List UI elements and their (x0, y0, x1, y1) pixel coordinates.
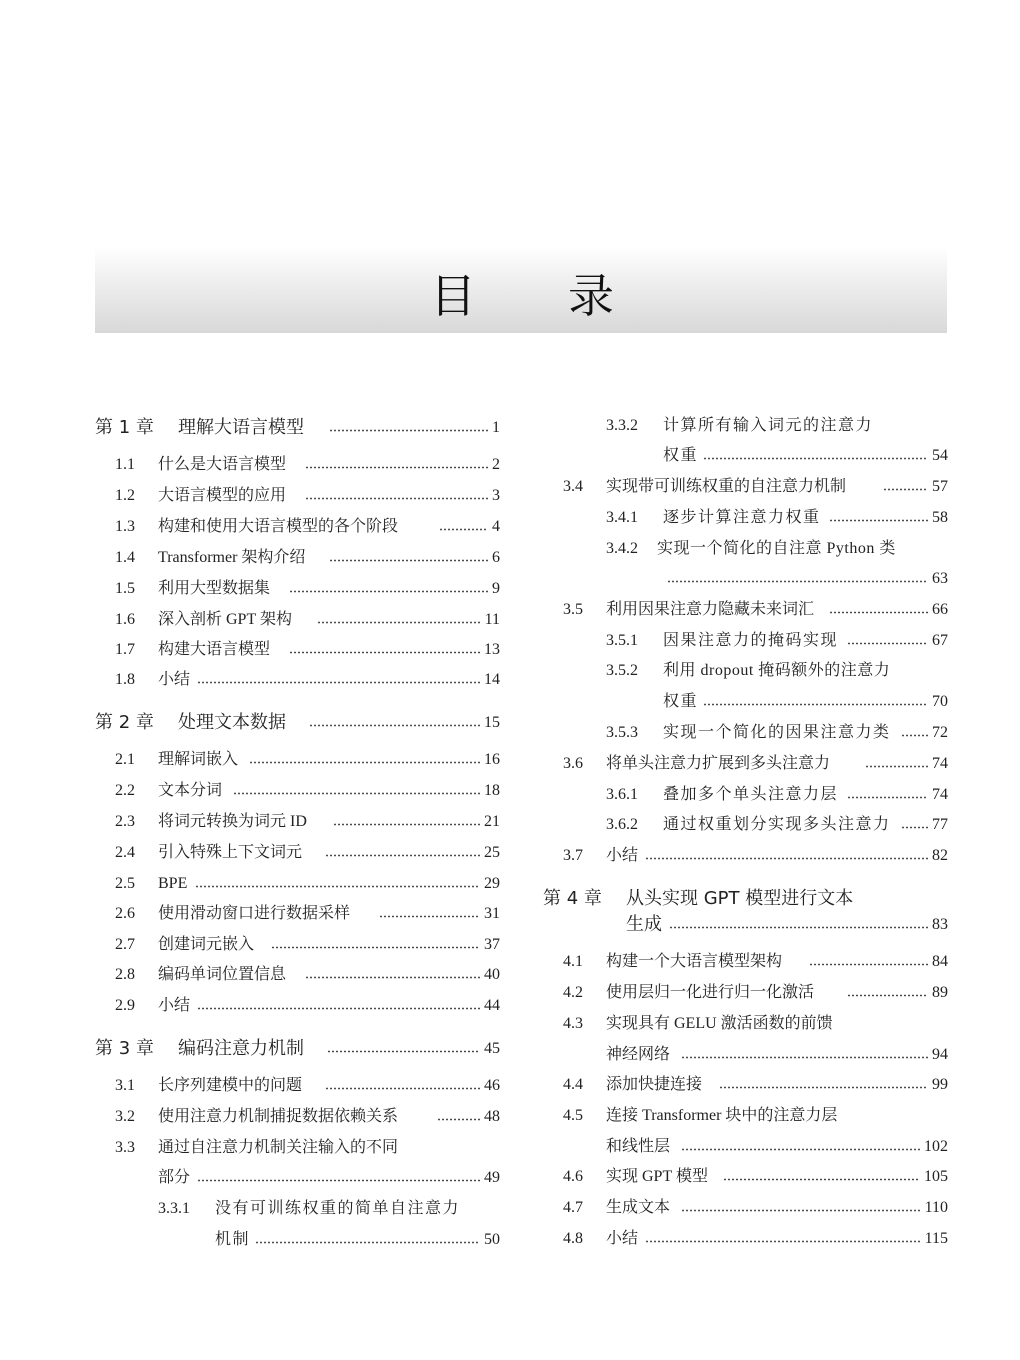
section-title: 引入特殊上下文词元 (158, 844, 303, 861)
leader-dots (439, 513, 488, 531)
section-number: 1.3 (115, 518, 135, 535)
page-number: 2 (492, 456, 500, 473)
section-title-cont: 和线性层 (606, 1138, 671, 1155)
section-title: 文本分词 (158, 782, 223, 799)
leader-dots (305, 482, 488, 500)
page-number: 16 (484, 751, 500, 768)
toc-section-3-1[interactable] (95, 1070, 500, 1101)
page-number: 72 (932, 724, 948, 741)
section-title: 构建大语言模型 (158, 641, 271, 658)
leader-dots (847, 979, 928, 997)
toc-chapter-1[interactable] (95, 412, 500, 443)
page-number: 58 (932, 509, 948, 526)
section-number: 3.2 (115, 1108, 135, 1125)
section-number: 3.6 (563, 755, 583, 772)
toc-section-3-6-2[interactable] (543, 809, 948, 840)
page-number: 57 (932, 478, 948, 495)
section-title: 没有可训练权重的简单自注意力 (215, 1200, 461, 1217)
section-number: 3.6.1 (606, 786, 638, 803)
section-title: 构建和使用大语言模型的各个阶段 (158, 518, 399, 535)
section-title: 叠加多个单头注意力层 (663, 786, 839, 803)
toc-section-3-3[interactable] (95, 1132, 500, 1163)
leader-dots (305, 451, 488, 469)
page-number: 13 (484, 641, 500, 658)
section-title: 理解词嵌入 (158, 751, 239, 768)
chapter-number: 第 4 章 (543, 888, 602, 909)
chapter-number: 第 1 章 (95, 417, 154, 438)
section-number: 3.6.2 (606, 816, 638, 833)
page-number: 21 (484, 813, 500, 830)
toc-section-4-6[interactable] (543, 1161, 948, 1192)
leader-dots (333, 808, 480, 826)
leader-dots (325, 839, 480, 857)
section-number: 1.5 (115, 580, 135, 597)
leader-dots (329, 544, 488, 562)
toc-section-2-2[interactable] (95, 775, 500, 806)
leader-dots (847, 627, 928, 645)
toc-section-3-4-1[interactable] (543, 502, 948, 533)
toc-section-3-4[interactable] (543, 471, 948, 502)
leader-dots (883, 473, 928, 491)
toc-section-4-1[interactable] (543, 946, 948, 977)
toc-section-4-5[interactable] (543, 1100, 948, 1131)
leader-dots (317, 606, 481, 624)
section-title: 实现带可训练权重的自注意力机制 (606, 478, 847, 495)
toc-section-2-8[interactable] (95, 959, 500, 990)
toc-section-1-8[interactable] (95, 664, 500, 695)
page-number: 15 (484, 714, 500, 731)
leader-dots (645, 1225, 921, 1243)
leader-dots (723, 1163, 920, 1181)
section-number: 3.5 (563, 601, 583, 618)
section-title: 使用滑动窗口进行数据采样 (158, 905, 351, 922)
section-title: 深入剖析 GPT 架构 (158, 611, 292, 628)
leader-dots (719, 1071, 928, 1089)
section-number: 3.4 (563, 478, 583, 495)
leader-dots (197, 1164, 480, 1182)
toc-section-2-3[interactable] (95, 806, 500, 837)
leader-dots (289, 636, 480, 654)
toc-section-3-2[interactable] (95, 1101, 500, 1132)
page-number: 6 (492, 549, 500, 566)
section-title: 长序列建模中的问题 (158, 1077, 303, 1094)
section-title: 小结 (158, 997, 191, 1014)
toc-chapter-4-cont[interactable] (543, 909, 948, 940)
section-title: 利用大型数据集 (158, 580, 271, 597)
page-number: 29 (484, 875, 500, 892)
toc-section-4-5-cont[interactable] (543, 1131, 948, 1162)
section-number: 4.8 (563, 1230, 583, 1247)
leader-dots (645, 842, 928, 860)
section-number: 1.1 (115, 456, 135, 473)
leader-dots (195, 870, 480, 888)
section-number: 3.5.1 (606, 632, 638, 649)
toc-section-3-3-1-cont[interactable] (95, 1224, 500, 1255)
leader-dots (249, 746, 480, 764)
toc-section-2-7[interactable] (95, 929, 500, 960)
section-number: 2.3 (115, 813, 135, 830)
section-number: 4.1 (563, 953, 583, 970)
page-number: 74 (932, 786, 948, 803)
page-number: 14 (484, 671, 500, 688)
section-title: Transformer 架构介绍 (158, 549, 306, 566)
page-title-char-2: 录 (568, 269, 614, 323)
leader-dots (681, 1194, 921, 1212)
page-number: 46 (484, 1077, 500, 1094)
toc-section-3-7[interactable] (543, 840, 948, 871)
page-number: 1 (492, 419, 500, 436)
section-title: 小结 (606, 1230, 639, 1247)
section-title: 添加快捷连接 (606, 1076, 703, 1093)
page-number: 94 (932, 1046, 948, 1063)
section-title: 创建词元嵌入 (158, 936, 255, 953)
page-number: 83 (932, 916, 948, 933)
page-number: 9 (492, 580, 500, 597)
page-number: 50 (484, 1231, 500, 1248)
chapter-title: 处理文本数据 (178, 712, 286, 733)
chapter-number: 第 2 章 (95, 712, 154, 733)
section-title: BPE (158, 875, 188, 892)
toc-section-3-3-2-cont[interactable] (543, 440, 948, 471)
section-title-cont: 机制 (215, 1231, 251, 1248)
toc-section-3-5-2-cont[interactable] (543, 686, 948, 717)
page-number: 70 (932, 693, 948, 710)
page-number: 40 (484, 966, 500, 983)
section-number: 2.9 (115, 997, 135, 1014)
page-number: 4 (492, 518, 500, 535)
toc-section-1-3[interactable] (95, 511, 500, 542)
leader-dots (255, 1226, 480, 1244)
leader-dots (847, 781, 928, 799)
page-number: 110 (924, 1199, 948, 1216)
toc-section-3-5-3[interactable] (543, 717, 948, 748)
section-number: 3.7 (563, 847, 583, 864)
leader-dots (669, 911, 928, 929)
section-title: 通过自注意力机制关注输入的不同 (158, 1139, 399, 1156)
page-number: 49 (484, 1169, 500, 1186)
leader-dots (325, 1072, 480, 1090)
section-title: 因果注意力的掩码实现 (663, 632, 839, 649)
section-number: 2.5 (115, 875, 135, 892)
page-number: 37 (484, 936, 500, 953)
leader-dots (305, 961, 480, 979)
section-title: 构建一个大语言模型架构 (606, 953, 783, 970)
page-number: 44 (484, 997, 500, 1014)
toc-section-1-2[interactable] (95, 480, 500, 511)
section-title: 使用层归一化进行归一化激活 (606, 984, 815, 1001)
leader-dots (901, 811, 928, 829)
section-number: 2.1 (115, 751, 135, 768)
leader-dots (901, 719, 928, 737)
section-number: 2.8 (115, 966, 135, 983)
section-title: 编码单词位置信息 (158, 966, 287, 983)
chapter-title: 理解大语言模型 (178, 417, 304, 438)
toc-section-3-4-2[interactable] (543, 533, 948, 564)
leader-dots (329, 414, 488, 432)
section-title-cont: 神经网络 (606, 1046, 671, 1063)
toc-section-3-5[interactable] (543, 594, 948, 625)
toc-section-4-4[interactable] (543, 1069, 948, 1100)
section-number: 3.3 (115, 1139, 135, 1156)
leader-dots (829, 596, 928, 614)
section-title-cont: 部分 (158, 1169, 191, 1186)
toc-section-3-4-2-cont[interactable] (543, 563, 948, 594)
section-number: 1.7 (115, 641, 135, 658)
page-number: 84 (932, 953, 948, 970)
page-number: 31 (484, 905, 500, 922)
toc-section-2-9[interactable] (95, 990, 500, 1021)
section-title: 实现 GPT 模型 (606, 1168, 708, 1185)
page-number: 102 (924, 1138, 948, 1155)
page-number: 82 (932, 847, 948, 864)
page-number: 115 (924, 1230, 948, 1247)
section-title: 什么是大语言模型 (158, 456, 287, 473)
leader-dots (327, 1035, 480, 1053)
toc-chapter-3[interactable] (95, 1033, 500, 1064)
section-number: 2.6 (115, 905, 135, 922)
section-number: 1.6 (115, 611, 135, 628)
page-number: 3 (492, 487, 500, 504)
section-number: 1.2 (115, 487, 135, 504)
section-title: 通过权重划分实现多头注意力 (663, 816, 891, 833)
toc-section-4-3[interactable] (543, 1008, 948, 1039)
page-number: 67 (932, 632, 948, 649)
toc-section-3-5-2[interactable] (543, 655, 948, 686)
page-number: 105 (924, 1168, 948, 1185)
page-number: 54 (932, 447, 948, 464)
toc-section-3-6-1[interactable] (543, 779, 948, 810)
toc-section-4-7[interactable] (543, 1192, 948, 1223)
section-title: 实现一个简化的因果注意力类 (663, 724, 891, 741)
title-band (95, 246, 947, 333)
section-title: 利用 dropout 掩码额外的注意力 (663, 662, 891, 679)
leader-dots (681, 1133, 920, 1151)
page-number: 77 (932, 816, 948, 833)
toc-section-3-5-1[interactable] (543, 625, 948, 656)
page-number: 18 (484, 782, 500, 799)
page-number: 48 (484, 1108, 500, 1125)
section-number: 4.4 (563, 1076, 583, 1093)
toc-section-3-3-cont[interactable] (95, 1162, 500, 1193)
section-title: 逐步计算注意力权重 (663, 509, 821, 526)
toc-section-1-7[interactable] (95, 634, 500, 665)
toc-section-1-4[interactable] (95, 542, 500, 573)
section-number: 4.3 (563, 1015, 583, 1032)
leader-dots (829, 504, 928, 522)
toc-section-1-1[interactable] (95, 449, 500, 480)
leader-dots (703, 442, 928, 460)
section-number: 3.4.2 (606, 540, 638, 557)
toc-section-2-1[interactable] (95, 744, 500, 775)
toc-section-1-5[interactable] (95, 573, 500, 604)
toc-section-2-6[interactable] (95, 898, 500, 929)
section-title: 计算所有输入词元的注意力 (663, 417, 874, 434)
section-number: 2.4 (115, 844, 135, 861)
toc-section-2-5[interactable] (95, 868, 500, 899)
section-title: 将单头注意力扩展到多头注意力 (606, 755, 831, 772)
section-number: 3.3.1 (158, 1200, 190, 1217)
section-title: 小结 (606, 847, 639, 864)
page-title-char-1: 目 (430, 269, 476, 323)
toc-section-4-8[interactable] (543, 1223, 948, 1254)
leader-dots (289, 575, 488, 593)
section-number: 3.5.3 (606, 724, 638, 741)
page-number: 25 (484, 844, 500, 861)
toc-section-3-3-1[interactable] (95, 1193, 500, 1224)
section-number: 3.5.2 (606, 662, 638, 679)
toc-section-3-6[interactable] (543, 748, 948, 779)
toc-section-1-6[interactable] (95, 604, 500, 635)
section-title-cont: 权重 (663, 693, 699, 710)
section-title: 使用注意力机制捕捉数据依赖关系 (158, 1108, 399, 1125)
leader-dots (865, 750, 928, 768)
page-number: 11 (484, 611, 500, 628)
toc-section-3-3-2[interactable] (543, 410, 948, 441)
section-title: 小结 (158, 671, 191, 688)
toc-chapter-2[interactable] (95, 707, 500, 738)
section-number: 4.6 (563, 1168, 583, 1185)
page-number: 45 (484, 1040, 500, 1057)
section-number: 1.8 (115, 671, 135, 688)
leader-dots (197, 666, 480, 684)
section-title: 生成文本 (606, 1199, 671, 1216)
leader-dots (233, 777, 480, 795)
chapter-title: 从头实现 GPT 模型进行文本 (626, 888, 854, 909)
section-number: 1.4 (115, 549, 135, 566)
section-number: 2.7 (115, 936, 135, 953)
leader-dots (667, 565, 928, 583)
section-number: 2.2 (115, 782, 135, 799)
section-title: 实现具有 GELU 激活函数的前馈 (606, 1015, 833, 1032)
page-number: 66 (932, 601, 948, 618)
toc-section-4-3-cont[interactable] (543, 1039, 948, 1070)
page-number: 89 (932, 984, 948, 1001)
section-number: 4.7 (563, 1199, 583, 1216)
toc-section-4-2[interactable] (543, 977, 948, 1008)
page-number: 99 (932, 1076, 948, 1093)
section-number: 3.3.2 (606, 417, 638, 434)
page-number: 74 (932, 755, 948, 772)
leader-dots (703, 688, 928, 706)
section-title: 连接 Transformer 块中的注意力层 (606, 1107, 838, 1124)
section-number: 4.5 (563, 1107, 583, 1124)
leader-dots (437, 1103, 480, 1121)
leader-dots (809, 948, 928, 966)
leader-dots (271, 931, 480, 949)
section-title-cont: 权重 (663, 447, 699, 464)
leader-dots (681, 1041, 928, 1059)
page-number: 63 (932, 570, 948, 587)
section-title: 大语言模型的应用 (158, 487, 287, 504)
chapter-title: 编码注意力机制 (178, 1038, 304, 1059)
toc-section-2-4[interactable] (95, 837, 500, 868)
section-number: 4.2 (563, 984, 583, 1001)
chapter-number: 第 3 章 (95, 1038, 154, 1059)
chapter-title-cont: 生成 (626, 914, 662, 935)
section-title: 实现一个简化的自注意 Python 类 (657, 540, 896, 557)
section-title: 利用因果注意力隐藏未来词汇 (606, 601, 815, 618)
section-number: 3.1 (115, 1077, 135, 1094)
section-title: 将词元转换为词元 ID (158, 813, 307, 830)
leader-dots (309, 709, 480, 727)
section-number: 3.4.1 (606, 509, 638, 526)
leader-dots (379, 900, 480, 918)
leader-dots (197, 992, 480, 1010)
